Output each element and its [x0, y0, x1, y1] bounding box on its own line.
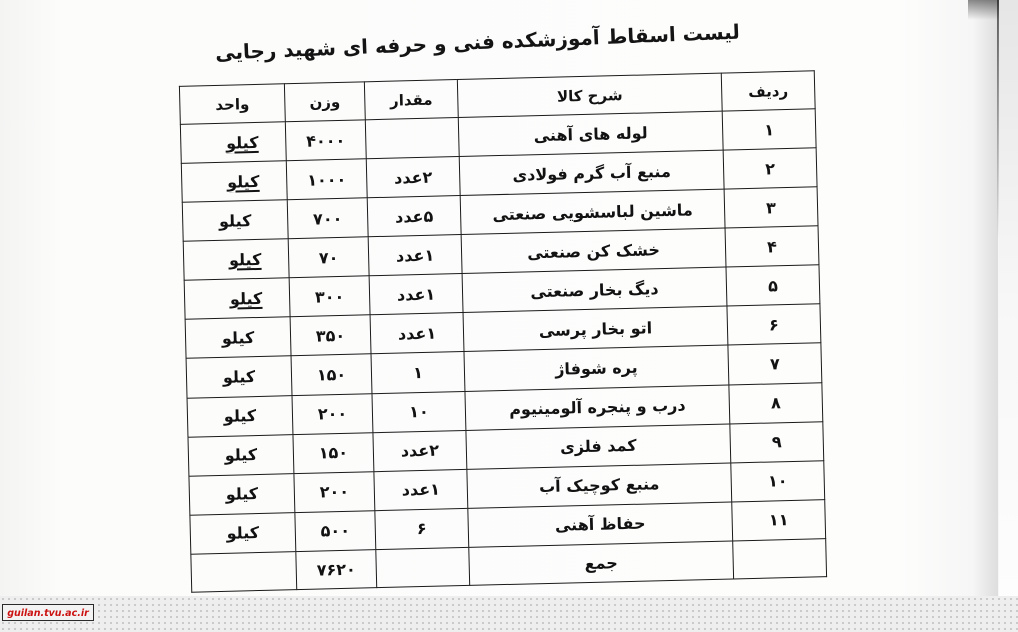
unit-cell: کیلو [183, 239, 289, 281]
weight-cell: ۳۰۰ [289, 276, 370, 317]
quantity-cell: ۲عدد [373, 430, 467, 471]
item-description-cell: کمد فلزی [466, 424, 731, 470]
row-number-cell: ۱ [722, 109, 816, 150]
item-description-cell: دیگ بخار صنعتی [462, 267, 727, 313]
scanner-bottom-texture [0, 596, 1018, 632]
quantity-cell: ۱عدد [368, 235, 462, 276]
scanner-margin [999, 0, 1018, 598]
weight-cell: ۱۰۰۰ [286, 159, 367, 200]
unit-cell: کیلو [189, 473, 295, 515]
unit-cell: کیلو [187, 395, 293, 437]
weight-cell: ۲۰۰ [294, 471, 375, 512]
unit-cell: کیلو [186, 356, 292, 398]
header-weight: وزن [284, 82, 365, 122]
weight-cell: ۳۵۰ [290, 315, 371, 356]
document-title: لیست اسقاط آموزشکده فنی و حرفه ای شهید رجایی [214, 19, 741, 65]
total-weight: ۷۶۲۰ [296, 550, 377, 590]
weight-cell: ۱۵۰ [291, 354, 372, 395]
quantity-cell: ۱عدد [374, 469, 468, 510]
quantity-cell: ۱ [371, 352, 465, 393]
row-number-cell: ۸ [729, 382, 823, 423]
item-description-cell: ماشین لباسشویی صنعتی [460, 189, 725, 235]
row-number-cell: ۱۱ [732, 499, 826, 540]
quantity-cell: ۵عدد [367, 196, 461, 237]
weight-cell: ۷۰۰ [287, 198, 368, 239]
unit-cell: کیلو [188, 434, 294, 476]
item-description-cell: درب و پنجره آلومینیوم [465, 385, 730, 431]
row-number-cell: ۵ [726, 265, 820, 306]
total-quantity-cell [376, 547, 470, 587]
item-description-cell: پره شوفاژ [464, 345, 729, 391]
unit-cell: کیلو [180, 122, 286, 164]
header-item-description: شرح کالا [457, 73, 722, 117]
weight-cell: ۷۰ [288, 237, 369, 278]
page-corner-shadow [968, 0, 1000, 20]
unit-cell: کیلو [182, 200, 288, 242]
header-unit: واحد [179, 84, 285, 125]
row-number-cell: ۲ [723, 148, 817, 189]
unit-cell: کیلو [185, 317, 291, 359]
header-row-number: ردیف [721, 71, 815, 111]
page-edge-shadow [972, 0, 998, 598]
total-row-number-cell [733, 539, 827, 579]
item-description-cell: خشک کن صنعتی [461, 228, 726, 274]
item-description-cell: حفاظ آهنی [468, 502, 733, 548]
row-number-cell: ۱۰ [731, 460, 825, 501]
unit-cell: کیلو [184, 278, 290, 320]
weight-cell: ۲۰۰ [292, 393, 373, 434]
quantity-cell: ۱عدد [370, 313, 464, 354]
quantity-cell: ۲عدد [366, 157, 460, 198]
total-unit-cell [191, 552, 297, 593]
row-number-cell: ۴ [725, 226, 819, 267]
quantity-cell: ۶ [375, 508, 469, 549]
table-body [180, 109, 825, 554]
row-number-cell: ۹ [730, 421, 824, 462]
unit-cell: کیلو [181, 161, 287, 203]
weight-cell: ۵۰۰ [295, 510, 376, 551]
site-watermark: guilan.tvu.ac.ir [2, 604, 94, 621]
row-number-cell: ۳ [724, 187, 818, 228]
total-label: جمع [469, 541, 734, 585]
row-number-cell: ۷ [728, 343, 822, 384]
scrap-list-table [179, 70, 827, 592]
quantity-cell [365, 118, 459, 159]
quantity-cell: ۱۰ [372, 391, 466, 432]
item-description-cell: منبع کوچیک آب [467, 463, 732, 509]
item-description-cell: لوله های آهنی [458, 111, 723, 157]
weight-cell: ۱۵۰ [293, 432, 374, 473]
row-number-cell: ۶ [727, 304, 821, 345]
unit-cell: کیلو [190, 512, 296, 554]
weight-cell: ۴۰۰۰ [285, 120, 366, 161]
item-description-cell: اتو بخار پرسی [463, 306, 728, 352]
quantity-cell: ۱عدد [369, 274, 463, 315]
item-description-cell: منبع آب گرم فولادی [459, 150, 724, 196]
header-quantity: مقدار [364, 80, 458, 120]
